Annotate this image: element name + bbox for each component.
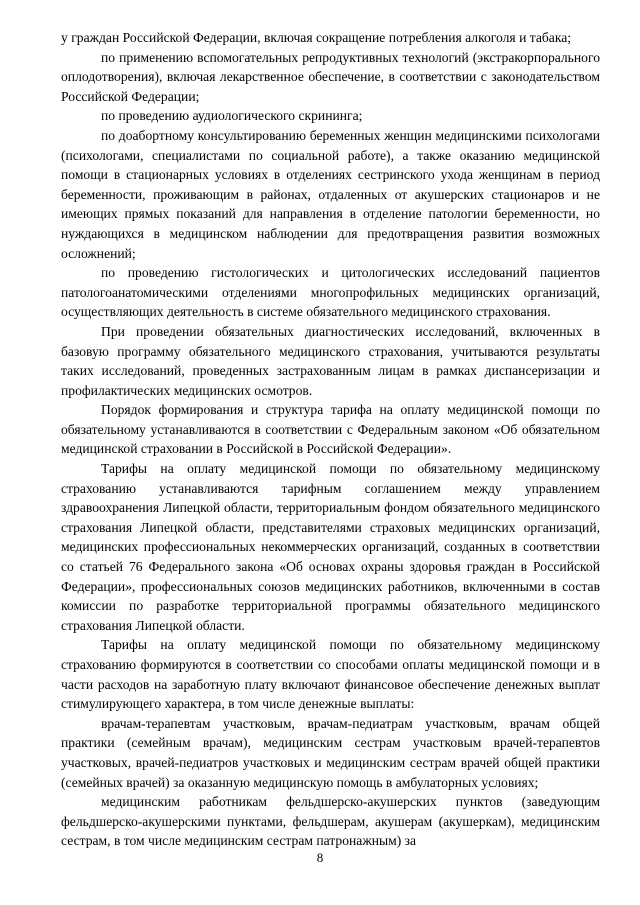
paragraph: Порядок формирования и структура тарифа на оплату медицинской помощи по обязательному устанавливаются в соответствии с Федеральным законом «Об обязательном медицинской страховании в Российской в Российской Федерации».: [61, 402, 600, 457]
page-number: 8: [316, 850, 324, 865]
paragraph: по проведению гистологических и цитологических исследований пациентов патологоанатомическими отделениями многопрофильных медицинских организаций, осуществляющих деятельность в системе обязательного медицинского страхования.: [61, 265, 600, 320]
paragraph: по применению вспомогательных репродуктивных технологий (экстракорпорального оплодотворения), включая лекарственное обеспечение, в соответствии с законодательством Российской Федерации;: [61, 49, 600, 104]
paragraph: у граждан Российской Федерации, включая сокращение потребления алкоголя и табака;: [61, 30, 572, 45]
paragraph: врачам-терапевтам участковым, врачам-педиатрам участковым, врачам общей практики (семейным врачам), медицинским сестрам участковым врачей-терапевтов участковых, врачей-педиатров участковых и медицинским сестрам врачей общей практики (семейных врачей) за оказанную медицинскую помощь в амбулаторных условиях;: [61, 715, 600, 790]
body-text: [61, 28, 600, 851]
paragraph: по проведению аудиологического скрининга;: [101, 108, 363, 124]
paragraph: медицинским работникам фельдшерско-акушерских пунктов (заведующим фельдшерско-акушерскими пунктами, фельдшерам, акушерам (акушеркам), медицинским сестрам, в том числе медицинским сестрам патронажным) за: [61, 794, 600, 849]
paragraph: по доабортному консультированию беременных женщин медицинскими психологами (психологами, специалистами по социальной работе), а также оказанию медицинской помощи в стационарных условиях в отделениях сестринского ухода женщинам в период беременности, проживающим в районах, отдаленных от акушерских стационаров и не имеющих прямых показаний для направления в отделение патологии беременности, но нуждающихся в медицинском наблюдении для предотвращения развития возможных осложнений;: [61, 127, 600, 261]
paragraph: При проведении обязательных диагностических исследований, включенных в базовую программу обязательного медицинского страхования, учитываются результаты таких исследований, проведенных застрахованным лицам в рамках диспансеризации и профилактических медицинских осмотров.: [61, 323, 600, 398]
paragraph: Тарифы на оплату медицинской помощи по обязательному медицинскому страхованию формируются в соответствии со способами оплаты медицинской помощи и в части расходов на заработную плату включают финансовое обеспечение денежных выплат стимулирующего характера, в том числе денежные выплаты:: [61, 637, 600, 712]
paragraph: Тарифы на оплату медицинской помощи по обязательному медицинскому страхованию устанавливаются тарифным соглашением между управлением здравоохранения Липецкой области, территориальным фондом обязательного медицинского страхования Липецкой области, представителями страховых медицинских организаций, медицинских профессиональных некоммерческих организаций, созданных в соответствии со статьей 76 Федерального закона «Об основах охраны здоровья граждан в Российской Федерации», профессиональных союзов медицинских работников, включенными в состав комиссии по разработке территориальной программы обязательного медицинского страхования Липецкой области.: [61, 461, 600, 633]
